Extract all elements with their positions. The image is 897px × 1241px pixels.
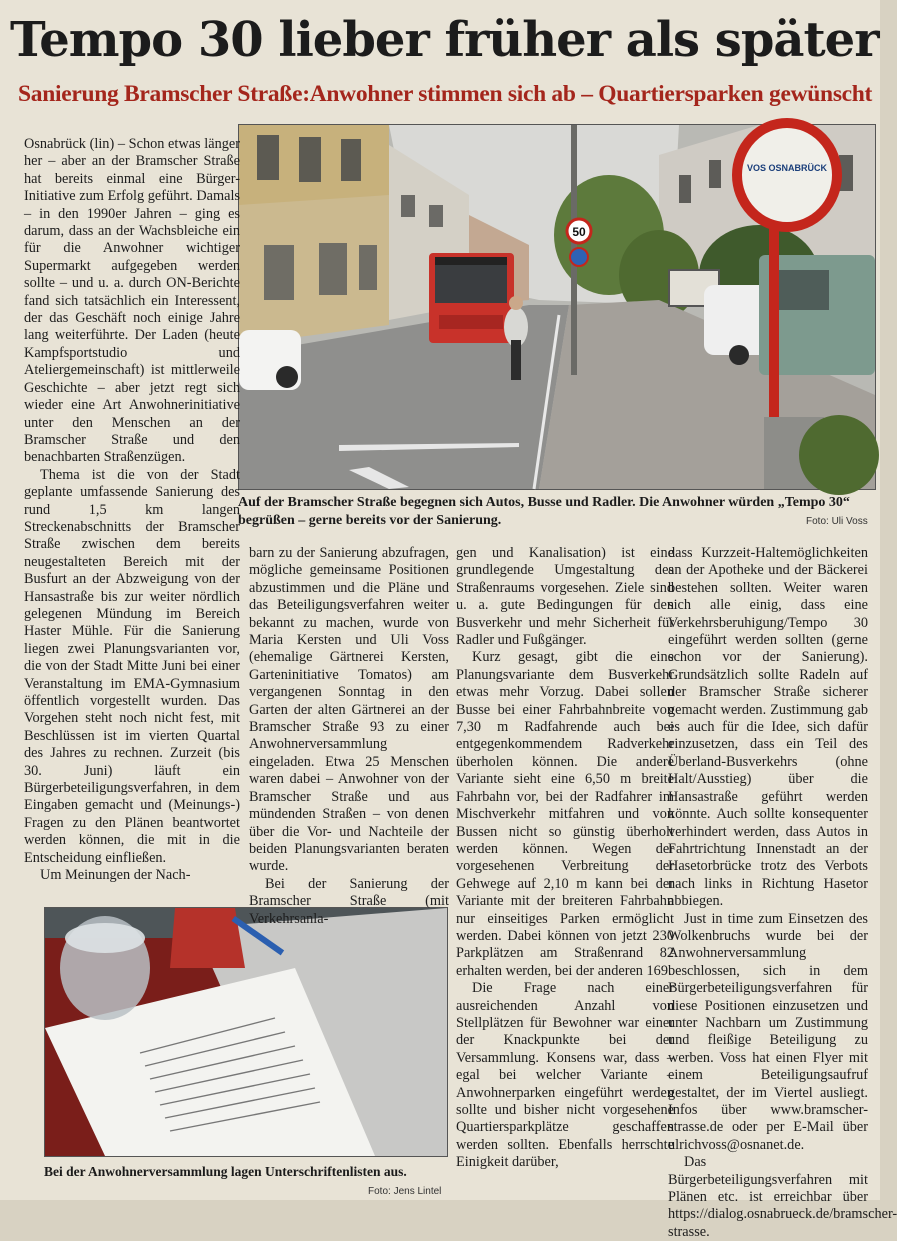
speed-sign-label: 50 xyxy=(572,225,586,239)
col2-paragraph-1: barn zu der Sanierung abzufragen, mögliche gemeinsame Positionen abzustimmen und die Pläne und das Beteiligungsverfahren weiter bekannt zu machen, wurde von Maria Kersten und Uli Voss (ehemalige Gärtnerei Kersten, Garteninitiative Tomatos) am vergangenen Sonntag in den Garten der alten Gärtnerei an der Bramscher Straße 93 zu einer Anwohnerversammlung eingeladen. Etwa 25 Menschen waren dabei – Anwohner von der Bramscher Straße und aus mündenden Straßen – von denen über die Vor- und Nachteile der beiden Planungsvarianten beraten wurde. xyxy=(249,545,449,875)
column-3 xyxy=(456,545,674,1200)
col3-paragraph-3: Die Frage nach einer ausreichenden Anzahl von Stellplätzen für Bewohner war einer der Knackpunkte bei der Versammlung. Konsens war, dass – egal bei welcher Variante – Anwohnerparken eingeführt werden sollte und bisher nicht vorgesehene Quartiersparkplätze geschaffen werden sollten. Ebenfalls herrschte Einigkeit darüber, xyxy=(456,980,674,1171)
col3-paragraph-1: gen und Kanalisation) ist eine grundlegende Umgestaltung des Straßenraums vorgesehen. Ziele sind u. a. gute Bedingungen für den Busverkehr und mehr Sicherheit für Radler und Fußgänger. xyxy=(456,545,674,649)
col4-paragraph-2: Just in time zum Einsetzen des Wolkenbruchs wurde bei der Anwohnerversammlung beschlossen, sich in dem Bürgerbeteiligungsverfahren für diese Positionen einzusetzen und unter Nachbarn um Zustimmung und fleißige Beteiligung zu werben. Voss hat einen Flyer mit einem Beteiligungsaufruf gestaltet, der im Viertel ausliegt. Infos über www.bramscher-strasse.de oder per E-Mail über ulrichvoss@osnanet.de. xyxy=(668,910,868,1153)
col1-paragraph-1: Osnabrück (lin) – Schon etwas länger her – aber an der Bramscher Straße hat bereits einmal eine Bürger-Initiative zum Erfolg geführt. Damals – in den 1990er Jahren – ging es darum, dass an der Wachsbleiche ein für die Anwohner wichtiger Supermarkt aufgegeben werden sollte – und u. a. durch ON-Berichte fand sich tatsächlich ein Interessent, der das Geschäft noch einige Jahre lang weiterführte. Der Laden (heute Kampfsportstudio und Ateliergemeinschaft) ist mittlerweile Geschichte – aber jetzt regt sich wieder eine Art Anwohnerinitiative unter den Menschen an der Bramscher Straße und den benachbarten Straßenzügen. xyxy=(24,136,240,466)
col4-paragraph-3: Das Bürgerbeteiligungsverfahren mit Plänen etc. ist erreichbar über https://dialog.osnabrueck.de/bramscher-strasse. xyxy=(668,1154,897,1240)
column-1 xyxy=(24,136,240,896)
bus-stop-sign-logo: VOS OSNABRÜCK xyxy=(746,163,828,173)
column-2 xyxy=(249,545,449,927)
subheadline-text: Anwohner stimmen sich ab – Quartiersparken gewünscht xyxy=(309,81,873,107)
main-photo-credit: Foto: Uli Voss xyxy=(806,516,868,527)
main-photo-caption: Auf der Bramscher Straße begegnen sich Autos, Busse und Radler. Die Anwohner würden „Tempo 30“ begrüßen – gerne bereits vor der Sanierung. xyxy=(238,495,850,528)
subheadline xyxy=(18,78,878,110)
headline: Tempo 30 lieber früher als später xyxy=(10,12,879,68)
col1-paragraph-2: Thema ist die von der Stadt geplante umfassende Sanierung des rund 1,5 km langen Streckenabschnitts der Bramscher Straße zwischen dem bereits neugestalteten Bereich mit der Busfurt an der Abzweigung von der Hansastraße bis zur weiter nördlich gelegenen Mündung im Bereich Haster Mühle. Für die Sanierung liegen zwei Planungsvarianten vor, die von der Stadt Mitte Juni bei einer Veranstaltung im EMA-Gymnasium öffentlich vorgestellt wurden. Das Vorgehen steht noch nicht fest, mit Beschlüssen ist im vierten Quartal des Jahres zu rechnen. Zurzeit (bis 30. Juni) läuft ein Bürgerbeteiligungsverfahren, in dem Eingaben gemacht und (Meinungs-) Fragen zu den Plänen beantwortet werden können, die mit in die Entscheidung einfließen. xyxy=(24,466,240,866)
meeting-photo-caption: Bei der Anwohnerversammlung lagen Unterschriftenlisten aus. xyxy=(44,1164,407,1179)
col4-paragraph-1: dass Kurzzeit-Haltemöglichkeiten an der Apotheke und der Bäckerei bestehen sollten. Weiter waren sich alle einig, dass eine Verkehrsberuhigung/Tempo 30 eingeführt werden sollten (gerne schon vor der Sanierung). Grundsätzlich sollte Radeln auf der Bramscher Straße sicherer gemacht werden. Zustimmung gab es auch für die Idee, sich dafür einzusetzen, dass ein Teil des Überland-Busverkehrs (ohne Halt/Ausstieg) über die Hansastraße geführt werden könnte. Auch sollte konsequenter verhindert werden, dass Autos in Fahrtrichtung Innenstadt an der Hasetorbrücke trotz des Verbots nach links in Richtung Hasetor abbiegen. xyxy=(668,545,868,910)
col1-paragraph-3: Um Meinungen der Nach- xyxy=(40,867,191,884)
subheadline-topic: Sanierung Bramscher Straße: xyxy=(18,81,310,107)
col2-paragraph-2: Bei der Sanierung der Bramscher Straße (mit Verkehrsanla- xyxy=(249,875,449,927)
street-photo xyxy=(238,124,876,490)
col3-paragraph-2: Kurz gesagt, gibt die eine Planungsvariante dem Busverkehr etwas mehr Vorzug. Dabei sollen Busse bei einer Fahrbahnbreite von 7,30 m Radfahrende auch bei entgegenkommendem Radverkehr überholen können. Die andere Variante sieht eine 6,50 m breite Fahrbahn vor, bei der Radfahrer im Mischverkehr mitfahren und von Bussen nicht so günstig überholt werden können. Wegen der vorgesehenen Verbreitung der Gehwege auf 2,10 m kann bei der Variante mit der breiteren Fahrbahn nur einseitiges Parken ermöglicht werden. Dabei können von jetzt 230 Parkplätzen am Straßenrand 82 erhalten werden, bei der anderen 169. xyxy=(456,649,674,979)
column-4 xyxy=(668,545,897,1240)
meeting-photo-credit: Foto: Jens Lintel xyxy=(368,1186,442,1197)
meeting-photo xyxy=(44,907,448,1157)
